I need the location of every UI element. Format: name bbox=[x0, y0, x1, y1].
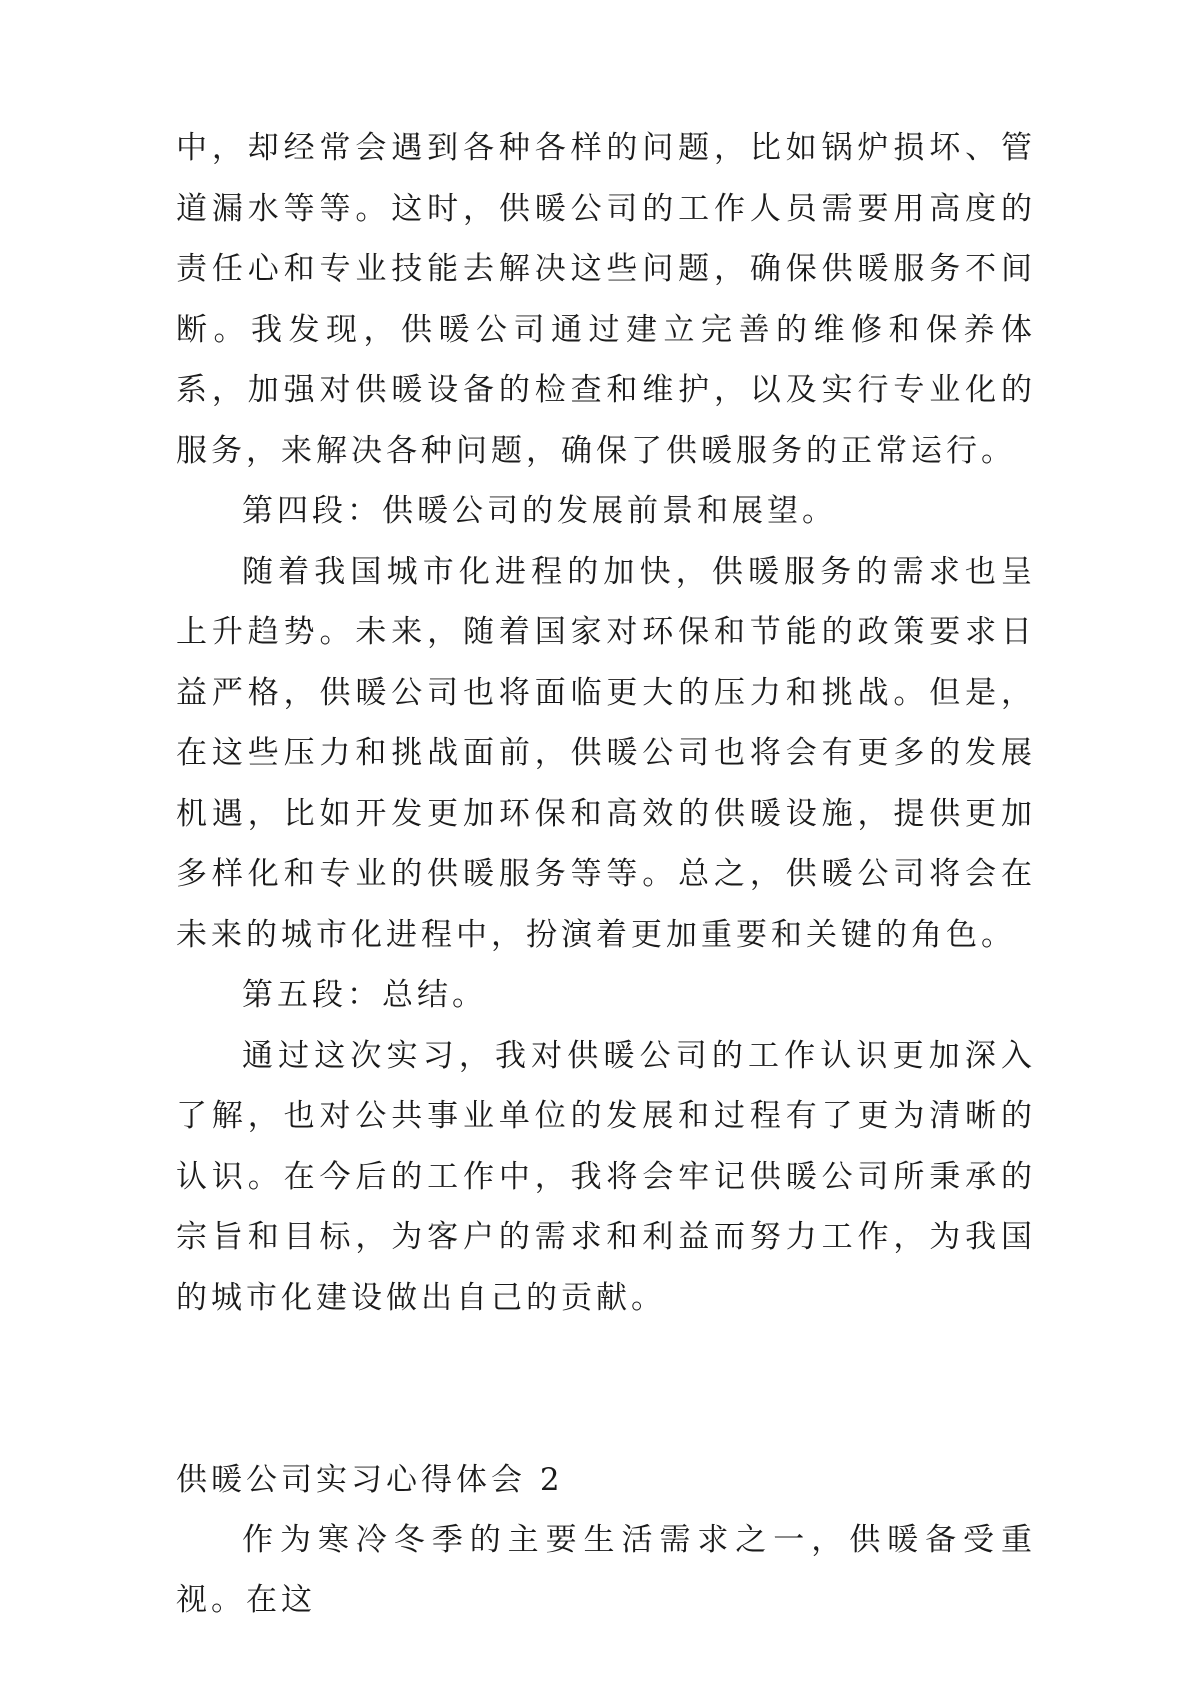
next-document-intro: 作为寒冷冬季的主要生活需求之一，供暖备受重视。在这 bbox=[176, 1522, 1036, 1618]
paragraph-outlook: 随着我国城市化进程的加快，供暖服务的需求也呈上升趋势。未来，随着国家对环保和节能的政策要求日益严格，供暖公司也将面临更大的压力和挑战。但是，在这些压力和挑战面前，供暖公司也将会有更多的发展机遇，比如开发更加环保和高效的供暖设施，提供更加多样化和专业的供暖服务等等。总之，供暖公司将会在未来的城市化进程中，扮演着更加重要和关键的角色。 bbox=[176, 553, 1036, 953]
document-body bbox=[176, 118, 1036, 1328]
section-heading-5: 第五段：总结。 bbox=[242, 977, 487, 1013]
paragraph-summary: 通过这次实习，我对供暖公司的工作认识更加深入了解，也对公共事业单位的发展和过程有了更为清晰的认识。在今后的工作中，我将会牢记供暖公司所秉承的宗旨和目标，为客户的需求和利益而努力工作，为我国的城市化建设做出自己的贡献。 bbox=[176, 1037, 1036, 1316]
section-heading-4: 第四段：供暖公司的发展前景和展望。 bbox=[242, 493, 837, 529]
next-document-title: 供暖公司实习心得体会 2 bbox=[176, 1462, 564, 1498]
paragraph-continuation: 中，却经常会遇到各种各样的问题，比如锅炉损坏、管道漏水等等。这时，供暖公司的工作人员需要用高度的责任心和专业技能去解决这些问题，确保供暖服务不间断。我发现，供暖公司通过建立完善的维修和保养体系，加强对供暖设备的检查和维护，以及实行专业化的服务，来解决各种问题，确保了供暖服务的正常运行。 bbox=[176, 130, 1036, 469]
